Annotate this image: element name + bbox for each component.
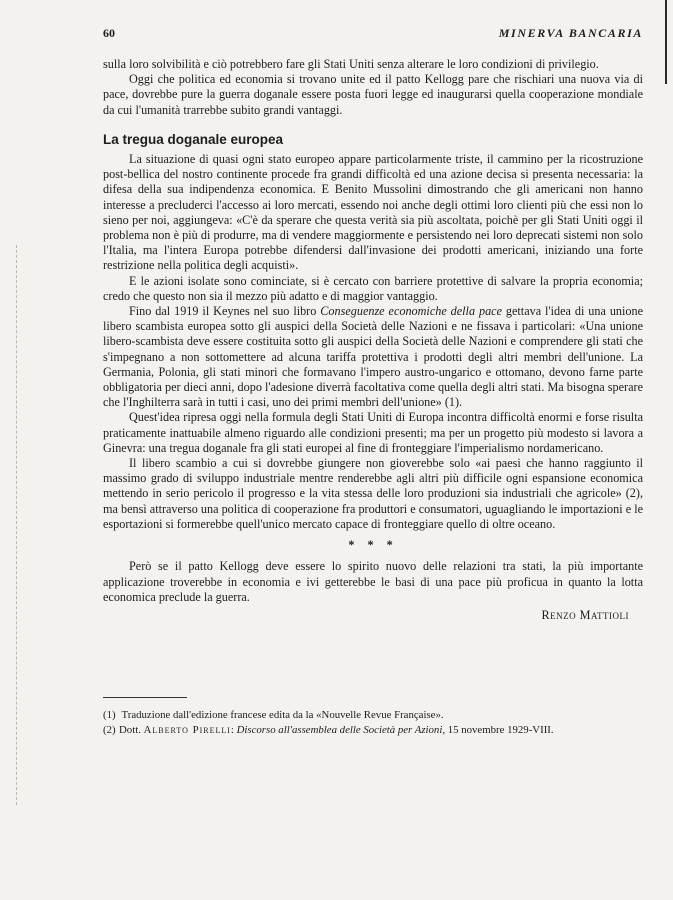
- paragraph: [103, 304, 643, 410]
- footnote-marker: (2): [103, 724, 116, 736]
- paragraph: Oggi che politica ed economia si trovano unite ed il patto Kellogg pare che rischiari una nuova via di pace, dovrebbe pure la guerra doganale essere posta fuori legge ed inaugurarsi quella cooperazione mondiale da cui l'umanità trarrebbe subito grandi vantaggi.: [103, 72, 643, 117]
- paragraph: Quest'idea ripresa oggi nella formula degli Stati Uniti di Europa incontra difficoltà enormi e forse risulta praticamente inattuabile almeno riguardo alle condizioni presenti; ma per un progetto più modesto si lavora a Ginevra: una tregua doganale fra gli stati europei al fine di fronteggiare l'imperialismo nordamericano.: [103, 410, 643, 455]
- running-header: [103, 26, 643, 44]
- article-body: [103, 57, 643, 623]
- section-separator: * * *: [348, 538, 398, 553]
- footnote-title: Discorso all'assemblea delle Società per Azioni: [236, 724, 443, 736]
- paragraph-text: gettava l'idea di una unione libero scambista europea sotto gli auspici della Società delle Nazioni e ne fissava i particolari: «Una unione libero-scambista deve essere costituita sotto gli auspici della Società delle Nazioni e comprendere gli stati che s'impegnano a non sottomettere ad alcuna tariffa protettiva i prodotti degli altri membri dell'unione. La Germania, Polonia, gli stati minori che formavano l'impero austro-ungarico e ottomano, devono farne parte obbligatoria per dieci anni, dopo l'adesione diverrà facoltativa come quella degli altri stati. Ma bisogna sperare che l'Inghilterra sarà in tutti i casi, uno dei primi membri dell'unione» (1).: [103, 304, 643, 410]
- page-number: 60: [103, 26, 115, 40]
- footnotes: [103, 708, 643, 738]
- footnote: [103, 723, 643, 738]
- footnote-marker: (1): [103, 709, 116, 721]
- footnote: [103, 708, 643, 723]
- book-title: Conseguenze economiche della pace: [320, 304, 502, 319]
- footnote-text: , 15 novembre 1929-VIII.: [442, 724, 554, 736]
- binding-margin: [16, 245, 18, 805]
- paragraph: sulla loro solvibilità e ciò potrebbero fare gli Stati Uniti senza alterare le loro condizioni di privilegio.: [103, 57, 599, 71]
- journal-title: MINERVA BANCARIA: [498, 26, 643, 40]
- page-edge-mark: [665, 0, 667, 84]
- paragraph-text: Fino dal 1919 il Keynes nel suo libro: [129, 304, 321, 319]
- author-signature: Renzo Mattioli: [541, 607, 629, 622]
- footnote-author: Alberto Pirelli: [143, 724, 231, 736]
- section-heading: La tregua doganale europea: [103, 131, 284, 147]
- paragraph: La situazione di quasi ogni stato europeo appare particolarmente triste, il cammino per la ricostruzione post-bellica del nostro continente procede fra grandi difficoltà ed una azione decisa si presenta necessaria: la difesa della sua indipendenza economica. E Benito Mussolini dimostrando che gli americani non hanno interesse a precluderci l'accesso ai loro mercati, essendo noi anche degli ottimi loro clienti più che essi non lo sieno per noi, aggiungeva: «C'è da sperare che questa verità sia più ascoltata, poichè per gli Stati Uniti oggi il problema non è più di produrre, ma di vendere maggiormente e persistendo nei loro deprecati sistemi non solo l'Italia, ma l'intera Europa potrebbe difendersi dall'invasione dei prodotti americani, iniziando una forte restrizione nella politica degli acquisti».: [103, 152, 643, 273]
- footnote-text: Traduzione dall'edizione francese edita da la «Nouvelle Revue Française».: [121, 709, 444, 721]
- footnote-text: :: [230, 724, 237, 736]
- footnote-divider: [103, 697, 187, 698]
- footnote-text: Dott.: [119, 724, 144, 736]
- paragraph: E le azioni isolate sono cominciate, si è cercato con barriere protettive di salvare la propria economia; credo che questo non sia il mezzo più adatto e di maggior vantaggio.: [103, 273, 643, 303]
- paragraph: Però se il patto Kellogg deve essere lo spirito nuovo delle relazioni tra stati, la più importante applicazione troverebbe in economia e ivi getterebbe le basi di una pace più proficua in quanto la lotta economica preclude la guerra.: [103, 559, 643, 604]
- paragraph: Il libero scambio a cui si dovrebbe giungere non gioverebbe solo «ai paesi che hanno raggiunto il massimo grado di sviluppo industriale mentre renderebbe agli altri più difficile ogni espansione economica mettendo in serio pericolo il progresso e la vita stessa delle loro produzioni sia industriali che agricole» (2), ma bensì attraverso una politica di cooperazione fra produttori e consumatori, uguagliando le importazioni e le esportazioni si formerebbe quell'unico mercato capace di fronteggiare quello di oltre oceano.: [103, 456, 643, 531]
